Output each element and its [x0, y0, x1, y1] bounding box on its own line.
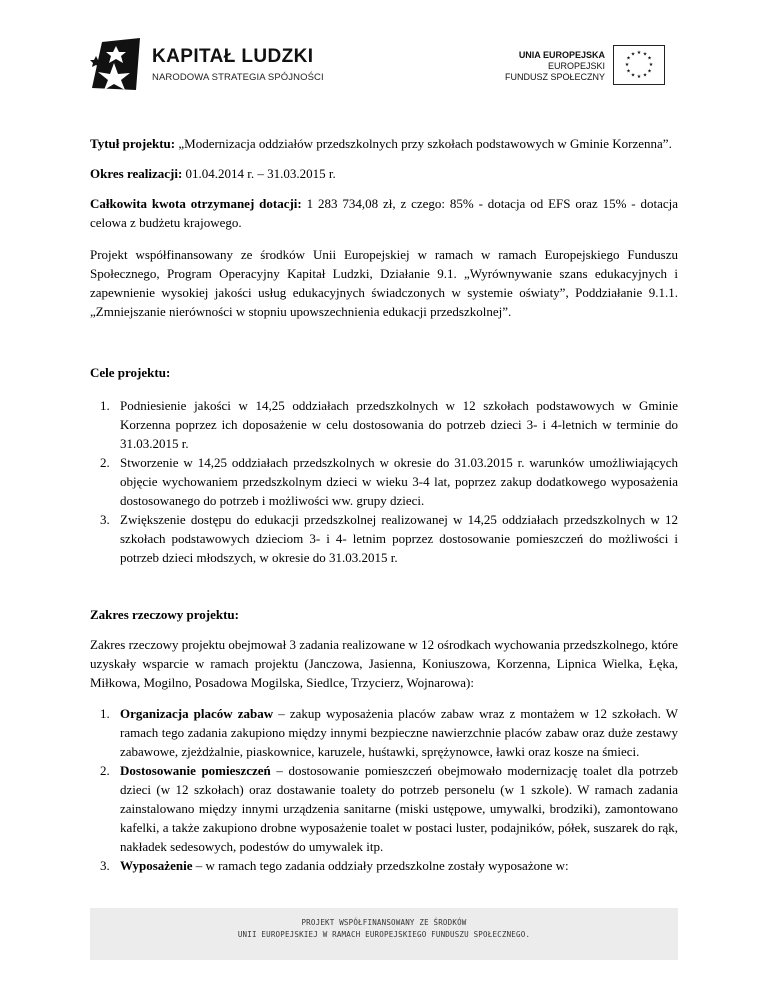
svg-text:★: ★	[648, 62, 654, 68]
eu-flag-icon	[613, 45, 665, 85]
scope-list	[90, 704, 678, 875]
scope-item-text: – zakup wyposażenia placów zabaw wraz z montażem w 12 szkołach. W ramach tego zadania zakupiono między innymi bezpieczne nawierzchnie placów zabaw oraz duże zestawy zabawowe, zjeżdżalnie, piaskownice, karuzele, huśtawki, sprężynowce, ławki oraz kosze na śmieci.	[120, 706, 679, 759]
scope-intro: Zakres rzeczowy projektu obejmował 3 zadania realizowane w 12 ośrodkach wychowania przedszkolnego, które uzyskały wsparcie w ramach projektu (Janczowa, Jasienna, Koniuszowa, Korzenna, Lipnica Wielka, Łęka, Miłkowa, Mogilno, Posadowa Mogilska, Siedlce, Trzycierz, Wojnarowa):	[90, 637, 678, 690]
svg-text:★: ★	[642, 72, 648, 79]
eu-label	[505, 50, 605, 83]
svg-text:★: ★	[626, 68, 631, 75]
footer-line2: UNII EUROPEJSKIEJ W RAMACH EUROPEJSKIEGO FUNDUSZU SPOŁECZNEGO.	[237, 930, 531, 939]
list-item	[90, 510, 678, 567]
project-title	[90, 134, 678, 153]
footer-text	[90, 908, 678, 941]
eu-label-line2: EUROPEJSKI	[547, 61, 605, 71]
page-footer	[90, 908, 678, 960]
cofinancing-paragraph: Projekt współfinansowany ze środków Unii Europejskiej w ramach w ramach Europejskiego Funduszu Społecznego, Program Operacyjny Kapitał Ludzki, Działanie 9.1. „Wyrównywanie szans edukacyjnych i zapewnienie wysokiej jakości usług edukacyjnych świadczonych w systemie oświaty”, Poddziałanie 9.1.1. „Zmniejszanie nierówności w stopniu upowszechnienia edukacji przedszkolnej”.	[90, 247, 678, 319]
list-number: 1.	[100, 706, 110, 721]
list-item	[90, 761, 678, 856]
project-period	[90, 164, 678, 183]
project-title-label: Tytuł projektu:	[90, 136, 176, 151]
logo-subtitle: NARODOWA STRATEGIA SPÓJNOŚCI	[152, 72, 324, 83]
project-period-label: Okres realizacji:	[90, 166, 183, 181]
svg-text:★: ★	[630, 72, 636, 79]
logo-title: KAPITAŁ LUDZKI	[152, 46, 314, 67]
list-item	[90, 453, 678, 510]
svg-text:★: ★	[636, 74, 642, 80]
eu-label-line3: FUNDUSZ SPOŁECZNY	[504, 72, 605, 82]
scope-heading: Zakres rzeczowy projektu:	[90, 607, 239, 622]
list-number: 3.	[100, 512, 110, 527]
goal-text: Podniesienie jakości w 14,25 oddziałach przedszkolnych w 12 szkołach podstawowych w Gminie Korzenna poprzez ich doposażenie w celu dostosowania do potrzeb dzieci 3- i 4-letnich w terminie do 31.03.2015 r.	[120, 398, 678, 451]
scope-item-label: Organizacja placów zabaw	[120, 706, 274, 721]
list-number: 1.	[100, 398, 110, 413]
goals-list	[90, 396, 678, 567]
svg-text:★: ★	[630, 51, 636, 58]
svg-text:★: ★	[647, 55, 652, 62]
project-title-value: „Modernizacja oddziałów przedszkolnych przy szkołach podstawowych w Gminie Korzenna”.	[175, 136, 672, 151]
project-period-value: 01.04.2014 r. – 31.03.2015 r.	[182, 166, 336, 181]
svg-text:★: ★	[636, 50, 642, 56]
project-funding	[90, 194, 678, 232]
list-item	[90, 856, 678, 875]
page-header	[0, 0, 768, 110]
list-number: 2.	[100, 763, 110, 778]
goal-text: Zwiększenie dostępu do edukacji przedszkolnej realizowanej w 14,25 oddziałach przedszkolnych w 12 szkołach podstawowych dzieciom 3- i 4- letnim poprzez dostosowanie pomieszczeń do możliwości i potrzeb dzieci młodszych, w okresie do 31.03.2015 r.	[120, 512, 678, 565]
list-item	[90, 704, 678, 761]
footer-line1: PROJEKT WSPÓŁFINANSOWANY ZE ŚRODKÓW	[301, 918, 467, 927]
project-funding-label: Całkowita kwota otrzymanej dotacji:	[90, 196, 302, 211]
goals-heading: Cele projektu:	[90, 365, 171, 380]
list-number: 2.	[100, 455, 110, 470]
project-funding-value: 1 283 734,08 zł, z czego: 85% - dotacja od EFS oraz 15% - dotacja celowa z budżetu krajowego.	[90, 196, 678, 230]
document-body	[90, 134, 678, 875]
eu-label-line1: UNIA EUROPEJSKA	[518, 50, 605, 60]
scope-item-label: Wyposażenie	[120, 858, 193, 873]
svg-text:★: ★	[647, 68, 652, 75]
list-number: 3.	[100, 858, 110, 873]
svg-text:★: ★	[624, 62, 630, 68]
goal-text: Stworzenie w 14,25 oddziałach przedszkolnych w okresie do 31.03.2015 r. warunków umożliwiających objęcie wychowaniem przedszkolnym dzieci w wieku 3-4 lat, poprzez zakup dodatkowego wyposażenia dostosowanego do potrzeb i możliwości ww. grupy dzieci.	[120, 455, 678, 508]
list-item	[90, 396, 678, 453]
scope-item-label: Dostosowanie pomieszczeń	[120, 763, 271, 778]
scope-item-text: – w ramach tego zadania oddziały przedszkolne zostały wyposażone w:	[192, 858, 569, 873]
kapital-ludzki-logo-icon	[88, 36, 144, 92]
svg-text:★: ★	[642, 51, 648, 58]
svg-text:★: ★	[626, 55, 631, 62]
scope-item-text: – dostosowanie pomieszczeń obejmowało modernizację toalet dla potrzeb dzieci (w 12 szkołach) oraz dostawanie toalety do potrzeb personelu (w 1 szkole). W ramach zadania zainstalowano między innymi urządzenia sanitarne (miski ustępowe, umywalki, brodziki), zamontowano kafelki, a także zakupiono drobne wyposażenie toalet w postaci luster, podajników, półek, suszarek do rąk, nakładek sedesowych, podestów do umywalek itp.	[120, 763, 678, 854]
